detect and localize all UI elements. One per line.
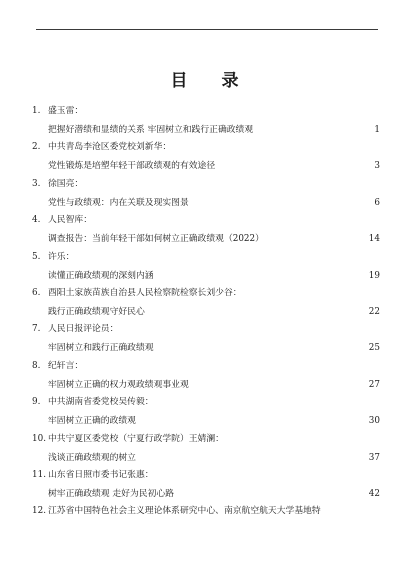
toc-entry[interactable] — [32, 469, 380, 505]
toc-entry-title[interactable]: 调查报告：当前年轻干部如何树立正确政绩观（2022） — [48, 234, 264, 245]
toc-entry-title[interactable]: 树牢正确政绩观 走好为民初心路 — [48, 488, 174, 499]
toc-entry-author: 许乐： — [48, 251, 75, 262]
toc-entry-author-line — [32, 287, 242, 300]
toc-entry-title[interactable]: 牢固树立正确的政绩观 — [48, 416, 136, 427]
toc-entry-author-line — [32, 251, 74, 264]
toc-entry-page-number: 42 — [368, 488, 380, 499]
page-title: 目 录 — [170, 71, 253, 91]
toc-entry-article-line[interactable] — [48, 306, 380, 319]
toc-entry[interactable] — [32, 105, 380, 141]
toc-entry-article-line[interactable] — [48, 197, 380, 210]
toc-entry-page-number: 27 — [368, 379, 380, 390]
toc-entry-author: 山东省日照市委书记张惠： — [48, 469, 154, 480]
toc-entry-number: 12. — [32, 506, 46, 517]
toc-entry[interactable] — [32, 251, 380, 287]
toc-entry-author-line — [32, 360, 83, 373]
toc-entry-article-line[interactable] — [48, 160, 380, 173]
toc-entry[interactable] — [32, 323, 380, 359]
toc-entry[interactable] — [32, 433, 380, 469]
toc-entry-page-number: 6 — [374, 197, 380, 208]
toc-entry-title[interactable]: 浅谈正确政绩观的树立 — [48, 452, 136, 463]
toc-entry-author: 人民日报评论员： — [48, 324, 119, 335]
toc-entry-author-line — [32, 214, 92, 227]
toc-entry-number: 10. — [32, 433, 46, 444]
toc-entry-title[interactable]: 践行正确政绩观守好民心 — [48, 306, 145, 317]
toc-entry-author: 中共青岛李沧区委党校刘新华： — [48, 142, 172, 153]
toc-entry-number: 8. — [32, 360, 41, 371]
toc-entry-article-line[interactable] — [48, 124, 380, 137]
toc-entry-author-line — [32, 323, 118, 336]
toc-entry-page-number: 1 — [374, 125, 380, 135]
toc-entry-title[interactable]: 牢固树立正确的权力观政绩观事业观 — [48, 379, 189, 390]
toc-entry-article-line[interactable] — [48, 233, 380, 246]
toc-entry-number: 9. — [32, 397, 41, 408]
toc-entry-article-line[interactable] — [48, 488, 380, 501]
toc-entry[interactable] — [32, 360, 380, 396]
toc-entry-title[interactable]: 读懂正确政绩观的深刻内涵 — [48, 270, 154, 281]
toc-entry-author: 中共湖南省委党校吴传毅： — [48, 397, 154, 408]
toc-entry-page-number: 30 — [368, 416, 380, 427]
header-rule — [36, 29, 378, 30]
toc-entry-author-line — [32, 141, 171, 154]
toc-entry-page-number: 19 — [368, 270, 380, 281]
toc-entry-title[interactable]: 把握好潜绩和显绩的关系 牢固树立和践行正确政绩观 — [48, 125, 254, 135]
toc-entry-number: 11. — [32, 469, 46, 480]
table-of-contents — [32, 105, 380, 542]
toc-entry[interactable] — [32, 396, 380, 432]
toc-entry-page-number: 3 — [374, 161, 380, 172]
toc-entry-page-number: 22 — [368, 306, 380, 317]
toc-entry-number: 7. — [32, 324, 41, 335]
toc-entry-author-line — [32, 469, 154, 482]
toc-entry-number: 3. — [32, 178, 41, 189]
toc-entry-title[interactable]: 牢固树立和践行正确政绩观 — [48, 343, 154, 354]
toc-entry-author-line — [32, 396, 154, 409]
toc-entry-number: 6. — [32, 287, 41, 298]
toc-entry-author: 人民智库： — [48, 215, 92, 226]
toc-entry-article-line[interactable] — [48, 379, 380, 392]
toc-entry-author: 中共宁夏区委党校（宁夏行政学院）王婧澜： — [48, 433, 224, 444]
toc-entry-page-number: 14 — [368, 234, 380, 245]
toc-entry[interactable] — [32, 141, 380, 177]
toc-entry-author: 盛玉雷： — [48, 106, 84, 116]
toc-entry-author-line — [32, 105, 83, 118]
toc-entry-author-line — [32, 433, 224, 446]
toc-entry-number: 2. — [32, 142, 41, 153]
toc-entry-page-number: 25 — [368, 343, 380, 354]
toc-entry-number: 1. — [32, 106, 41, 116]
toc-entry[interactable] — [32, 287, 380, 323]
toc-entry-title[interactable]: 党性锻炼是培塑年轻干部政绩观的有效途径 — [48, 161, 216, 172]
toc-entry-article-line[interactable] — [48, 270, 380, 283]
toc-entry-article-line[interactable] — [48, 452, 380, 465]
toc-entry-number: 5. — [32, 251, 41, 262]
toc-entry-article-line[interactable] — [48, 415, 380, 428]
toc-entry[interactable] — [32, 178, 380, 214]
toc-entry[interactable] — [32, 214, 380, 250]
toc-entry-title[interactable]: 党性与政绩观：内在关联及现实图景 — [48, 197, 189, 208]
toc-entry-author: 徐国亮： — [48, 178, 84, 189]
toc-entry-author-line — [32, 505, 321, 518]
toc-entry-author: 纪轩言： — [48, 360, 84, 371]
toc-entry-author: 酉阳土家族苗族自治县人民检察院检察长刘少谷： — [48, 287, 242, 298]
toc-entry-page-number: 37 — [368, 452, 380, 463]
toc-entry-number: 4. — [32, 215, 41, 226]
toc-entry[interactable] — [32, 505, 380, 541]
toc-entry-author: 江苏省中国特色社会主义理论体系研究中心、南京航空航天大学基地特 — [48, 506, 321, 517]
toc-entry-author-line — [32, 178, 83, 191]
toc-entry-article-line[interactable] — [48, 342, 380, 355]
